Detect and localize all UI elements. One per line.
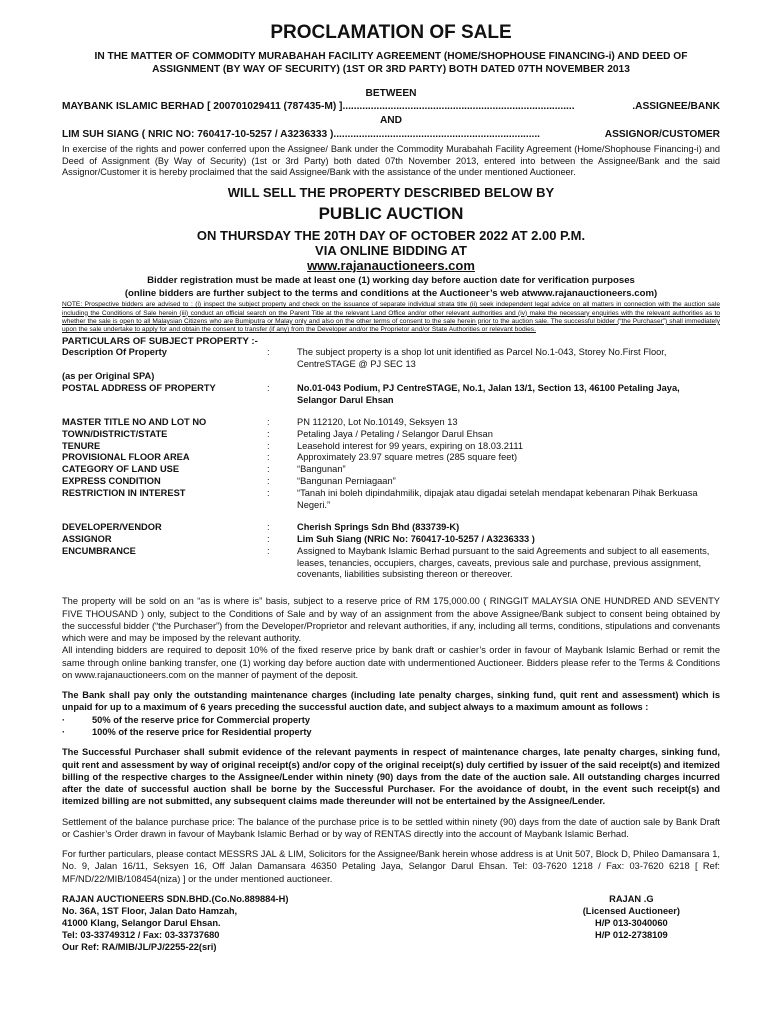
particular-colon: : [267, 382, 270, 393]
particulars-row [62, 464, 720, 476]
particular-label: ASSIGNOR [62, 533, 112, 544]
particulars-row [62, 371, 720, 383]
auctioneer-block [62, 893, 720, 953]
particulars-row [62, 476, 720, 488]
assignor-role: ASSIGNOR/CUSTOMER [604, 128, 720, 140]
particular-value: Petaling Jaya / Petaling / Selangor Darul Ehsan [297, 428, 493, 439]
public-auction-heading: PUBLIC AUCTION [318, 204, 464, 224]
particular-colon: : [267, 347, 270, 358]
particular-colon: : [267, 533, 270, 544]
particulars-row [62, 534, 720, 546]
contact-paragraph: For further particulars, please contact MESSRS JAL & LIM, Solicitors for the Assignee/Bank herein whose address is at Unit 507, Block D, Phileo Damansara 1, No. 9, Jalan 16/11, Seksyen 16, Off Jalan Damansara 46350 Petaling Jaya, Selangor Darul Ehsan. Tel: 03-7620 1218 / Fax: 03-7620 6218 [ Ref: MF/ND/22/MIB/108454(niza) ] or the under mentioned auctioneer. [62, 849, 720, 884]
particular-value: “Tanah ini boleh dipindahmilik, dipajak atau digadai setelah mendapat kebenaran Pihak Berkuasa Negeri.” [297, 488, 698, 510]
deposit-paragraph: All intending bidders are required to deposit 10% of the fixed reserve price by bank draft or cashier’s order in favour of Maybank Islamic Berhad or remit the same through online banking transfer, one (1) working day before auction date with undermentioned Auctioneer. Bidders please refer to the Terms & Conditions on www.rajanauctioneers.com on the manner of payment of the deposit. [62, 645, 720, 680]
licensed-auctioneer: RAJAN .G (Licensed Auctioneer) H/P 013-3040060 H/P 012-2738109 [582, 893, 680, 941]
particular-colon: : [267, 440, 270, 451]
auction-date: ON THURSDAY THE 20TH DAY OF OCTOBER 2022 AT 2.00 P.M. [196, 228, 586, 244]
registration-notice: Bidder registration must be made at least one (1) working day before auction date for verification purposes [147, 275, 635, 287]
particular-value: Assigned to Maybank Islamic Berhad pursuant to the said Agreements and subject to all easements, leases, tenancies, occupiers, charges, caveats, previous sale and purchase, previous assignment, covenants, liabilities subsisting thereon or thereover. [297, 545, 710, 580]
particular-colon [267, 371, 297, 383]
particulars-row [62, 412, 720, 429]
particular-colon: : [267, 428, 270, 439]
party-assignee [62, 100, 720, 114]
auctioneer-website-link[interactable]: www.rajanauctioneers.com [307, 258, 475, 274]
reserve-price-paragraph: The property will be sold on an “as is where is” basis, subject to a reserve price of RM 175,000.00 ( RINGGIT MALAYSIA ONE HUNDRED AND SEVENTY FIVE THOUSAND ) only, subject to the Conditions of Sale and by way of an assignment from the above Assignee/Bank subject to consent being obtained by the successful bidder (“the Purchaser”) from the Developer/Proprietor and relevant authorities, if any, including all terms, conditions, stipulations and convenants which were and may be imposed by the relevant authority. [62, 596, 720, 644]
particular-colon: : [267, 488, 270, 499]
assignor-name: LIM SUH SIANG ( NRIC NO: 760417-10-5257 / A3236333 )......................................................................... [62, 128, 541, 140]
via-online: VIA ONLINE BIDDING AT [315, 243, 467, 259]
particular-colon: : [267, 452, 270, 463]
particular-label: EXPRESS CONDITION [62, 476, 161, 487]
document-title: PROCLAMATION OF SALE [270, 22, 512, 43]
particulars-row [62, 517, 720, 534]
particular-colon: : [267, 416, 270, 427]
particulars-row [62, 441, 720, 453]
purchaser-evidence-paragraph: The Successful Purchaser shall submit evidence of the relevant payments in respect of maintenance charges, late penalty charges, sinking fund, quit rent and assessment by way of original receipt(s) and/or copy of the original receipt(s) duly certified by issuer of the said receipt(s) and itemized billing of the respective charges to the Assignee/Lender within ninety (90) days from the date of the auction sale. All outstanding charges incurred after the date of successful auction shall be borne by the Successful Purchaser. For the avoidance of doubt, in the event such receipt(s) and itemized billing are not submitted, any subsequent claims made thereunder will not be entertained by the Assignee/Lender. [62, 747, 720, 807]
particular-value: The subject property is a shop lot unit identified as Parcel No.1-043, Storey No.First Floor, CentreSTAGE @ PJ SEC 13 [297, 347, 667, 370]
will-sell-heading: WILL SELL THE PROPERTY DESCRIBED BELOW BY [227, 185, 555, 201]
particulars-row [62, 546, 720, 582]
particulars-table [62, 347, 720, 581]
particulars-row [62, 452, 720, 464]
intro-paragraph: In exercise of the rights and power conferred upon the Assignee/ Bank under the Commodity Murabahah Facility Agreement (Home/Shophouse Financing-i) and Deed of Assignment (By Way of Security) (1st or 3rd Party) both dated 07th November 2013, entered into between the Assignee/Bank and the said Assignor/Customer it is hereby proclaimed that the said Assignee/Bank with the assistance of the under mentioned Auctioneer. [62, 143, 720, 178]
particular-label: MASTER TITLE NO AND LOT NO [62, 416, 207, 427]
particular-label: ENCUMBRANCE [62, 545, 136, 556]
particular-value: PN 112120, Lot No.10149, Seksyen 13 [297, 416, 458, 427]
assignee-name: MAYBANK ISLAMIC BERHAD [ 200701029411 (787435-M) ].................................................................................. [62, 101, 575, 113]
online-bidder-notice: (online bidders are further subject to the terms and conditions at the Auctioneer’s web atwww.rajanauctioneers.com) [124, 287, 658, 299]
particular-value: No.01-043 Podium, PJ CentreSTAGE, No.1, Jalan 13/1, Section 13, 46100 Petaling Jaya, Selangor Darul Ehsan [297, 382, 680, 405]
particular-value: “Bangunan Perniagaan” [297, 476, 396, 487]
particular-label: TOWN/DISTRICT/STATE [62, 428, 168, 439]
particular-label: Description Of Property [62, 347, 167, 358]
particular-value: Lim Suh Siang (NRIC No: 760417-10-5257 / A3236333 ) [297, 533, 535, 544]
particular-colon: : [267, 476, 270, 487]
particular-colon: : [267, 545, 270, 556]
particular-colon: : [267, 464, 270, 475]
particular-value: “Bangunan” [297, 464, 346, 475]
particular-label: CATEGORY OF LAND USE [62, 464, 180, 475]
particular-label: POSTAL ADDRESS OF PROPERTY [62, 382, 216, 393]
particulars-row [62, 383, 720, 412]
particular-colon: : [267, 521, 270, 532]
bank-maintenance-paragraph: The Bank shall pay only the outstanding maintenance charges (including late penalty charges, sinking fund, quit rent and assessment) which is unpaid for up to a maximum of 6 years preceding the successful auction date, and subject always to a maximum amount as follows : [62, 690, 720, 713]
particulars-row [62, 488, 720, 517]
auctioneer-company: RAJAN AUCTIONEERS SDN.BHD.(Co.No.889884-H) No. 36A, 1ST Floor, Jalan Dato Hamzah, 41000 Klang, Selangor Darul Ehsan. Tel: 03-33749312 / Fax: 03-33737680 Our Ref: RA/MIB/JL/PJ/2255-22(sri) [62, 893, 289, 953]
particulars-row [62, 347, 720, 371]
particular-value: Approximately 23.97 square metres (285 square feet) [297, 452, 518, 463]
particular-value: Leasehold interest for 99 years, expiring on 18.03.2111 [297, 440, 524, 451]
maintenance-bullet: · 50% of the reserve price for Commercial property [62, 714, 311, 725]
maintenance-bullet: · 100% of the reserve price for Residential property [62, 726, 312, 737]
settlement-paragraph: Settlement of the balance purchase price: The balance of the purchase price is to be settled within ninety (90) days from the date of auction sale by Bank Draft or Cashier’s Order drawn in favour of Maybank Islamic Berhad or by way of RENTAS directly into the account of Maybank Islamic Berhad. [62, 816, 720, 839]
and-label: AND [379, 115, 403, 127]
particular-label: DEVELOPER/VENDOR [62, 521, 162, 532]
party-assignor [62, 128, 720, 142]
assignee-role: .ASSIGNEE/BANK [632, 101, 720, 113]
matter-heading: IN THE MATTER OF COMMODITY MURABAHAH FACILITY AGREEMENT (HOME/SHOPHOUSE FINANCING-i) AND DEED OF ASSIGNMENT (BY WAY OF SECURITY) (1ST OR 3RD PARTY) BOTH DATED 07TH NOVEMBER 2013 [94, 51, 688, 76]
particular-label: TENURE [62, 440, 101, 451]
particular-label: RESTRICTION IN INTEREST [62, 488, 186, 499]
particular-label: PROVISIONAL FLOOR AREA [62, 452, 190, 463]
between-label: BETWEEN [365, 87, 417, 99]
prospective-bidder-note: NOTE: Prospective bidders are advised to : (i) inspect the subject property and check on the issuance of separate individual strata title (ii) seek independent legal advice on all matters in connection with the auction sale including the Conditions of Sale herein (iii) conduct an official search on the Parent Title at the relevant Land Office and/or other relevant authorities and (iv) make the necessary enquiries with the relevant authorities as to whether the sale is open to all Malaysian Citizens who are Bumiputra or Malay only and also on the other terms of consent to the sale herein prior to the auction sale. The successful bidder (“the Purchaser”) shall immediately upon the sale undertake to apply for and obtain the consent to transfer (if any) from the Developer and/or the Proprietor and/or State Authorities or relevant bodies. [62, 301, 720, 334]
particular-value: Cherish Springs Sdn Bhd (833739-K) [297, 521, 460, 532]
particulars-row [62, 429, 720, 441]
particulars-heading: PARTICULARS OF SUBJECT PROPERTY :- [62, 336, 258, 348]
particular-value [297, 371, 720, 383]
particular-label: (as per Original SPA) [62, 371, 155, 382]
